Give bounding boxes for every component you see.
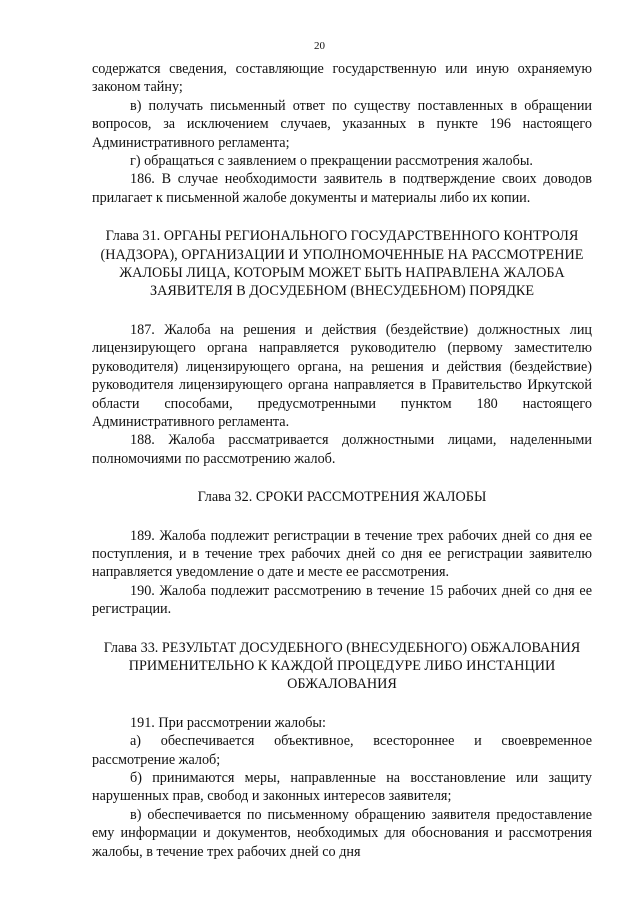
chapter-31-heading: Глава 31. ОРГАНЫ РЕГИОНАЛЬНОГО ГОСУДАРСТВЕННОГО КОНТРОЛЯ (НАДЗОРА), ОРГАНИЗАЦИИ И УПОЛНОМОЧЕННЫЕ НА РАССМОТРЕНИЕ ЖАЛОБЫ ЛИЦА, КОТОРЫМ МОЖЕТ БЫТЬ НАПРАВЛЕНА ЖАЛОБА ЗАЯВИТЕЛЯ В ДОСУДЕБНОМ (ВНЕСУДЕБНОМ) ПОРЯДКЕ — [100, 228, 584, 300]
paragraph-191: 191. При рассмотрении жалобы: — [130, 714, 326, 731]
paragraph-191-b: б) принимаются меры, направленные на восстановление или защиту нарушенных прав, свобод и законных интересов заявителя; — [92, 770, 592, 805]
paragraph-189: 189. Жалоба подлежит регистрации в течение трех рабочих дней со дня ее поступления, и в течение трех рабочих дней со дня ее регистрации заявителю направляется уведомление о дате и месте ее рассмотрения. — [92, 527, 592, 581]
paragraph-190: 190. Жалоба подлежит рассмотрению в течение 15 рабочих дней со дня ее регистрации. — [92, 582, 592, 618]
paragraph-187: 187. Жалоба на решения и действия (бездействие) должностных лиц лицензирующего органа направляется руководителю (первому заместителю руководителя) лицензирующего органа, на решения и действия (бездействие) руководителя лицензирующего органа направляется в Правительство Иркутской области способами, предусмотренными пунктом 180 настоящего Административного регламента. — [92, 321, 592, 430]
document-body — [92, 60, 592, 861]
paragraph-188: 188. Жалоба рассматривается должностными лицами, наделенными полномочиями по рассмотрению жалоб. — [92, 432, 592, 467]
paragraph-item-g: г) обращаться с заявлением о прекращении рассмотрения жалобы. — [130, 153, 533, 170]
paragraph-191-a: а) обеспечивается объективное, всестороннее и своевременное рассмотрение жалоб; — [92, 733, 592, 768]
chapter-33-heading: Глава 33. РЕЗУЛЬТАТ ДОСУДЕБНОГО (ВНЕСУДЕБНОГО) ОБЖАЛОВАНИЯ ПРИМЕНИТЕЛЬНО К КАЖДОЙ ПРОЦЕДУРЕ ЛИБО ИНСТАНЦИИ ОБЖАЛОВАНИЯ — [103, 639, 581, 693]
paragraph-191-v: в) обеспечивается по письменному обращению заявителя предоставление ему информации и документов, необходимых для обоснования и рассмотрения жалобы, в течение трех рабочих дней со дня — [92, 806, 592, 860]
paragraph-continuation: содержатся сведения, составляющие государственную или иную охраняемую законом тайну; — [92, 61, 592, 96]
paragraph-item-v: в) получать письменный ответ по существу поставленных в обращении вопросов, за исключением случаев, указанных в пункте 196 настоящего Административного регламента; — [92, 97, 592, 151]
paragraph-186: 186. В случае необходимости заявитель в подтверждение своих доводов прилагает к письменной жалобе документы и материалы либо их копии. — [92, 171, 592, 206]
chapter-32-heading: Глава 32. СРОКИ РАССМОТРЕНИЯ ЖАЛОБЫ — [197, 489, 487, 506]
page-number: 20 — [314, 40, 325, 52]
